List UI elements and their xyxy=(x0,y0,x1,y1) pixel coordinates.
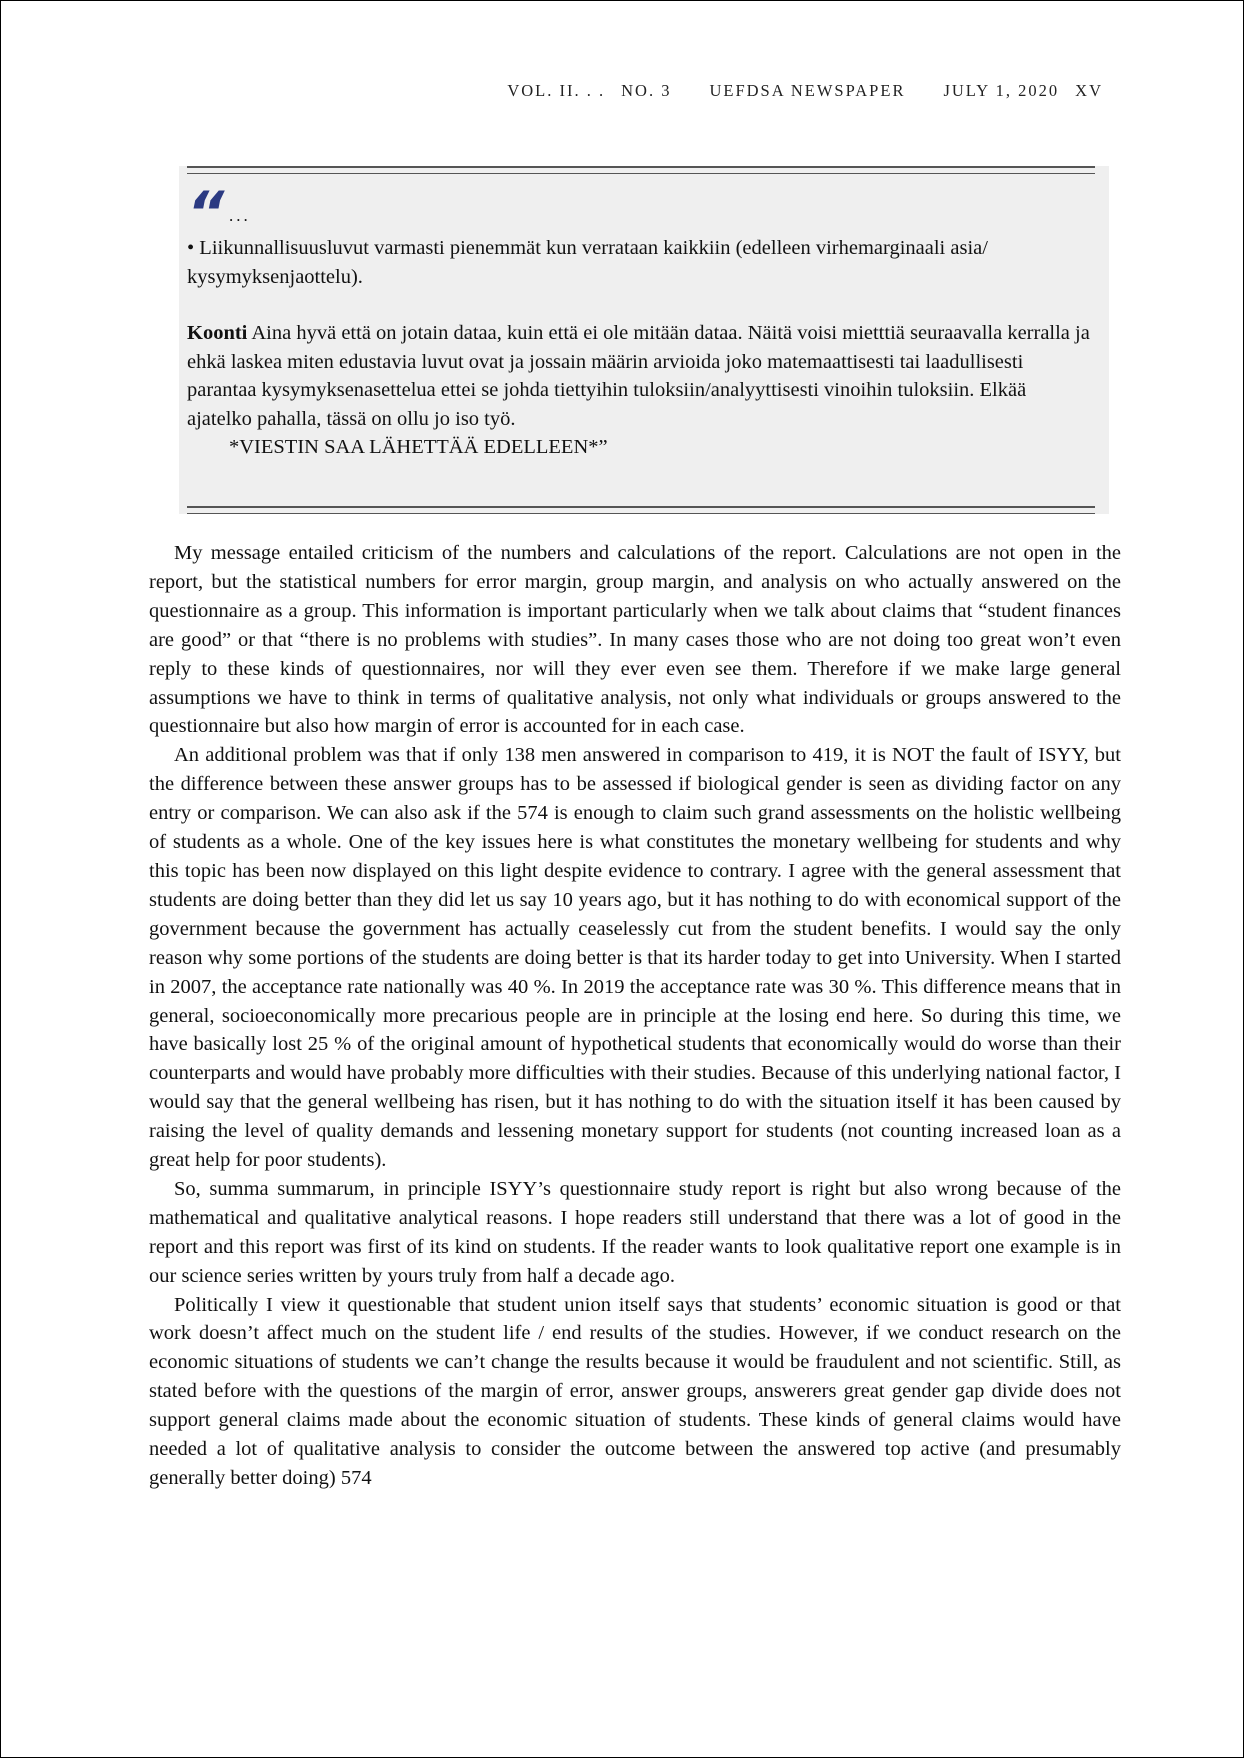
body-paragraph: My message entailed criticism of the numbers and calculations of the report. Calculations are not open in the report, but the statistical numbers for error margin, group margin, and analysis on who actually answered on the questionnaire as a group. This information is important particularly when we talk about claims that “student finances are good” or that “there is no problems with studies”. In many cases those who are not doing too great won’t even reply to these kinds of questionnaires, nor will they ever even see them. Therefore if we make large general assumptions we have to think in terms of qualitative analysis, not only what individuals or groups answered to the questionnaire but also how margin of error is accounted for in each case. xyxy=(149,542,1121,738)
quote-bottom-rule xyxy=(187,506,1095,514)
quote-ellipsis: ... xyxy=(229,206,251,225)
volume-label: VOL. II. . . xyxy=(507,81,606,100)
quote-text xyxy=(187,234,1095,462)
quote-statement-paragraph xyxy=(187,319,1095,433)
quote-bullet-item: • Liikunnallisuusluvut varmasti pienemmät kun verrataan kaikkiin (edelleen virhemarginaali asia/ kysymyksenjaottelu). xyxy=(187,237,988,288)
issue-date: JULY 1, 2020 xyxy=(943,81,1060,100)
quote-top-rule xyxy=(187,166,1095,174)
quote-signoff: *VIESTIN SAA LÄHETTÄÄ EDELLEEN*” xyxy=(229,436,608,458)
body-paragraph: An additional problem was that if only 138 men answered in comparison to 419, it is NOT the fault of ISYY, but the difference between these answer groups has to be assessed if biological gender is seen as dividing factor on any entry or comparison. We can also ask if the 574 is enough to claim such grand assessments on the holistic wellbeing of students as a whole. One of the key issues here is what constitutes the monetary wellbeing for students and why this topic has been now displayed on this light despite evidence to contrary. I agree with the general assessment that students are doing better than they did let us say 10 years ago, but it has nothing to do with economical support of the government because the government has actually ceaselessly cut from the student benefits. I would say the only reason why some portions of the students are doing better is that its harder today to get into University. When I started in 2007, the acceptance rate nationally was 40 %. In 2019 the acceptance rate was 30 %. This difference means that in general, socioeconomically more precarious people are in principle at the losing end here. So during this time, we have basically lost 25 % of the original amount of hypothetical students that economically would do worse than their counterparts and would have probably more difficulties with their studies. Because of this underlying national factor, I would say that the general wellbeing has risen, but it has nothing to do with the situation itself it has been caused by raising the level of quality demands and lessening monetary support for students (not counting increased loan as a great help for poor students). xyxy=(149,744,1121,1172)
quote-signer: Koonti xyxy=(187,322,248,344)
quote-statement: Aina hyvä että on jotain dataa, kuin että ei ole mitään dataa. Näitä voisi mietttiä seuraavalla kerralla ja ehkä laskea miten edustavia luvut ovat ja jossain määrin arvioida joko matemaattisesti tai laadullisesti parantaa kysymyksenasettelua ettei se johda tiettyihin tuloksiin/analyyttisesti vinoihin tuloksiin. Elkää ajatelko pahalla, tässä on ollu jo iso työ. xyxy=(187,322,1090,430)
body-paragraph: So, summa summarum, in principle ISYY’s questionnaire study report is right but also wrong because of the mathematical and qualitative analytical reasons. I hope readers still understand that there was a lot of good in the report and this report was first of its kind on students. If the reader wants to look qualitative report one example is in our science series written by yours truly from half a decade ago. xyxy=(149,1177,1121,1287)
quote-box xyxy=(179,166,1109,514)
running-head xyxy=(507,81,1103,101)
issue-number: NO. 3 xyxy=(621,81,672,100)
publication-name: UEFDSA NEWSPAPER xyxy=(709,81,906,100)
body-paragraph: Politically I view it questionable that student union itself says that students’ economic situation is good or that work doesn’t affect much on the student life / end results of the studies. However, if we conduct research on the economic situations of students we can’t change the results because it would be fraudulent and not scientific. Still, as stated before with the questions of the margin of error, answer groups, answerers great gender gap divide does not support general claims made about the economic situation of students. These kinds of general claims would have needed a lot of qualitative analysis to consider the outcome between the answered top active (and presumably generally better doing) 574 xyxy=(149,1293,1121,1489)
page-number: XV xyxy=(1075,81,1103,100)
article-body xyxy=(149,539,1121,1493)
quote-mark-icon: “ xyxy=(187,179,225,247)
